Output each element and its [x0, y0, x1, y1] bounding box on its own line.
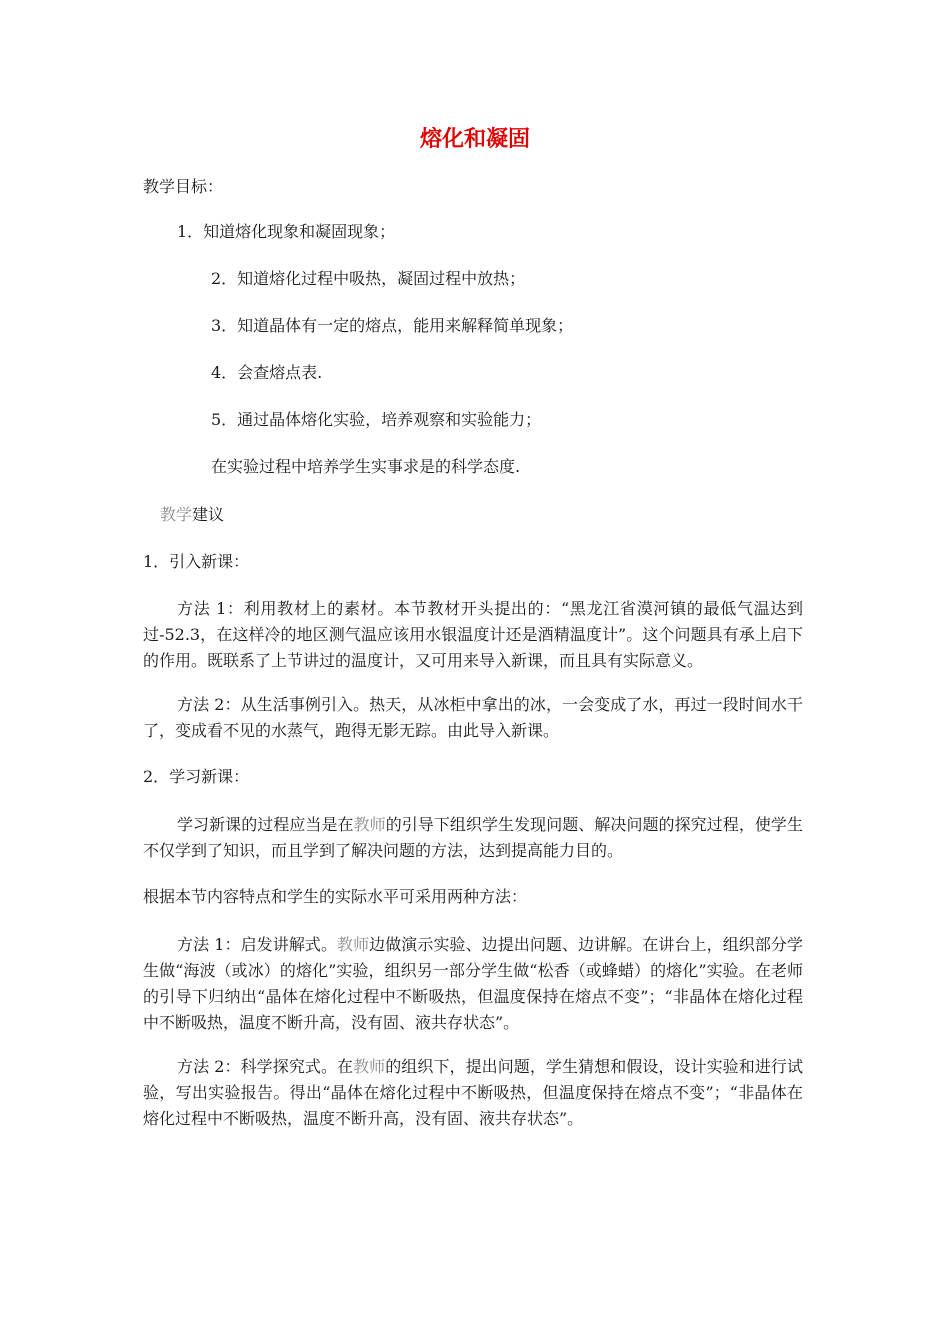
- objectives-heading: 教学目标：: [143, 177, 224, 196]
- section1-heading: 1．引入新课：: [143, 552, 250, 571]
- document-title: 熔化和凝固: [419, 127, 530, 152]
- section2-method2: [143, 1054, 803, 1132]
- section2-method1-teacher: 教师: [337, 935, 370, 954]
- section2-intro-a: 学习新课的过程应当是在: [177, 815, 354, 834]
- objective-item-5: 5．通过晶体熔化实验，培养观察和实验能力；: [211, 410, 542, 429]
- section2-intro-b: 的引导下组织学生发现问题、解决问题的探究过程，使学生不仅学到了知识，而且学到了解决问题的方法，达到提高能力目的。: [143, 815, 803, 860]
- section1-method2: 方法 2：从生活事例引入。热天，从冰柜中拿出的冰，一会变成了水，再过一段时间水干了，变成看不见的水蒸气，跑得无影无踪。由此导入新课。: [143, 695, 803, 740]
- section2-intro: [143, 812, 803, 864]
- section2-method2-teacher: 教师: [353, 1057, 386, 1076]
- suggestions-heading: [160, 502, 224, 528]
- section2-method2-a: 方法 2：科学探究式。在: [177, 1057, 354, 1076]
- objective-item-6: 在实验过程中培养学生实事求是的科学态度.: [211, 457, 521, 476]
- section1-method1: 方法 1：利用教材上的素材。本节教材开头提出的：“黑龙江省漠河镇的最低气温达到过-52.3，在这样冷的地区测气温应该用水银温度计还是酒精温度计”。这个问题具有承上启下的作用。既联系了上节讲过的温度计，又可用来导入新课，而且具有实际意义。: [143, 599, 803, 670]
- objective-item-2: 2．知道熔化过程中吸热，凝固过程中放热；: [211, 269, 526, 288]
- objective-item-1: 1．知道熔化现象和凝固现象；: [177, 222, 396, 241]
- section2-method2-b: 的组织下，提出问题，学生猜想和假设，设计实验和进行试验，写出实验报告。得出“晶体在熔化过程中不断吸热，但温度保持在熔点不变”；“非晶体在熔化过程中不断吸热，温度不断升高，没有固、液共存状态”。: [143, 1057, 803, 1128]
- objective-item-4: 4．会查熔点表.: [211, 363, 323, 382]
- objective-item-3: 3．知道晶体有一定的熔点，能用来解释简单现象；: [211, 316, 574, 335]
- section2-method1: [143, 932, 803, 1036]
- section2-method1-a: 方法 1：启发讲解式。: [177, 935, 338, 954]
- section2-method1-b: 边做演示实验、边提出问题、边讲解。在讲台上，组织部分学生做“海波（或冰）的熔化”实验，组织另一部分学生做“松香（或蜂蜡）的熔化”实验。在老师的引导下归纳出“晶体在熔化过程中不断吸热，但温度保持在熔点不变”；“非晶体在熔化过程中不断吸热，温度不断升高，没有固、液共存状态”。: [143, 935, 803, 1032]
- section2-intro-teacher: 教师: [353, 815, 386, 834]
- section2-heading: 2．学习新课：: [143, 767, 250, 786]
- suggestions-heading-part1: 教学: [160, 505, 193, 524]
- suggestions-heading-part2: 建议: [192, 505, 225, 524]
- section2-basis: 根据本节内容特点和学生的实际水平可采用两种方法：: [143, 887, 528, 906]
